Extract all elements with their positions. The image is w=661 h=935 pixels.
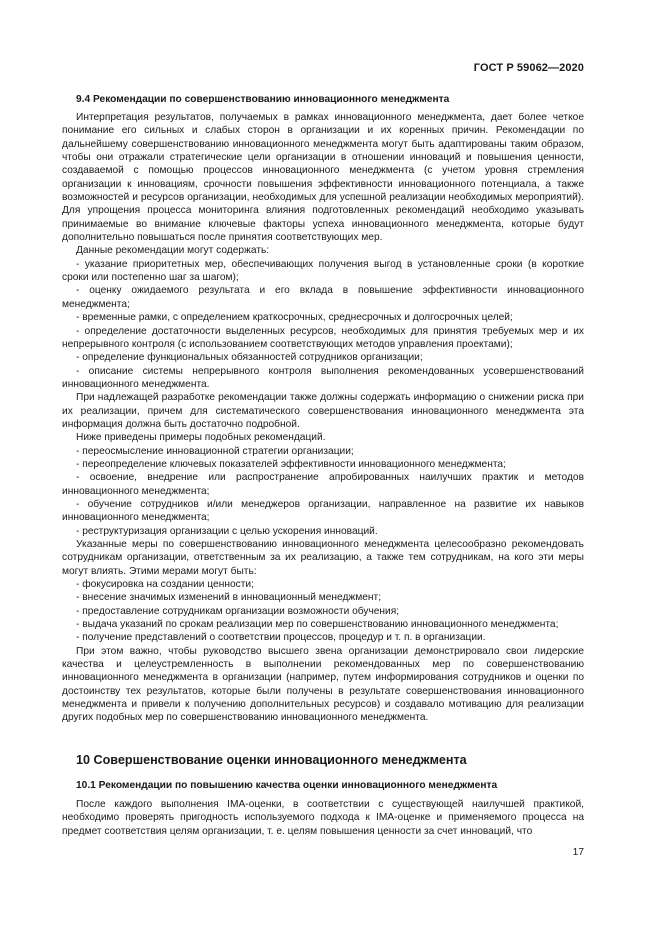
standard-code: ГОСТ Р 59062—2020: [473, 62, 584, 74]
list-item: - предоставление сотрудникам организации возможности обучения;: [76, 605, 400, 617]
list-item: - переосмысление инновационной стратегии организации;: [76, 445, 354, 457]
list-item: - выдача указаний по срокам реализации мер по совершенствованию инновационного менеджмента;: [76, 619, 559, 631]
section-10-1-body: [62, 798, 584, 838]
list-item: - определение функциональных обязанностей сотрудников организации;: [76, 352, 423, 364]
paragraph: После каждого выполнения IMA-оценки, в соответствии с существующей наилучшей практикой, необходимо проверять пригодность используемого подхода к IMA-оценке и применяемого процесса на предмет соответствия целям организации, т. е. целям повышения ценности за счет инноваций, что: [62, 799, 584, 837]
list-item: - реструктуризация организации с целью ускорения инноваций.: [76, 525, 378, 537]
page-number: 17: [572, 847, 584, 858]
list-item: - внесение значимых изменений в инновационный менеджмент;: [76, 592, 382, 604]
paragraph: При этом важно, чтобы руководство высшего звена организации демонстрировало свои лидерские качества и целеустремленность в выполнении рекомендованных мер по совершенствованию инновационного менеджмента в организации (например, путем информирования сотрудников и оценки по достоинству тех результатов, которые были получены в результате совершенствования инновационного менеджмента и привели к получению дополнительных ресурсов) и создавало мотивацию для реализации других подобных мер по совершенствованию инновационного менеджмента.: [62, 645, 584, 724]
list-item: - обучение сотрудников и/или менеджеров организации, направленное на развитие их навыков инновационного менеджмента;: [62, 498, 584, 524]
paragraph: Интерпретация результатов, получаемых в рамках инновационного менеджмента, дает более четкое понимание его сильных и слабых сторон в организации и их коренных причин. Рекомендации по дальнейшему совершенствованию инновационного менеджмента могут быть адаптированы таким образом, чтобы они отражали стратегические цели организации в отношении инноваций и повышения ценности, создаваемой с помощью процессов инновационного менеджмента (с учетом уровня стремления организации к инновациям, срочности повышения эффективности инновационного потенциала, а также возможностей и ресурсов организации, необходимых для успешной реализации необходимых мероприятий). Для упрощения процесса мониторинга влияния подготовленных рекомендаций необходимо указывать принимаемые во внимание ключевые факторы успеха инновационного менеджмента, которые будут дополнительно повышаться после принятия соответствующих мер.: [62, 112, 584, 244]
section-9-4-body: [62, 111, 584, 725]
list-item: - указание приоритетных мер, обеспечивающих получения выгод в установленные сроки (в короткие сроки или постепенно шаг за шагом);: [62, 258, 584, 284]
paragraph: Данные рекомендации могут содержать:: [76, 245, 270, 257]
list-item: - определение достаточности выделенных ресурсов, необходимых для принятия требуемых мер и их непрерывного контроля (с использованием соответствующих методов управления проектами);: [62, 325, 584, 350]
list-item: - описание системы непрерывного контроля выполнения рекомендованных усовершенствований инновационного менеджмента.: [62, 365, 584, 390]
section-9-4-heading: 9.4 Рекомендации по совершенствованию инновационного менеджмента: [76, 94, 450, 105]
list-item: - временные рамки, с определением краткосрочных, среднесрочных и долгосрочных целей;: [76, 312, 513, 324]
list-item: - получение представлений о соответствии процессов, процедур и т. п. в организации.: [76, 632, 486, 644]
list-item: - освоение, внедрение или распространение апробированных наилучших практик и методов инновационного менеджмента;: [62, 472, 584, 497]
section-10-1-heading: 10.1 Рекомендации по повышению качества оценки инновационного менеджмента: [76, 780, 498, 791]
list-item: - фокусировка на создании ценности;: [76, 579, 254, 591]
section-10-heading: 10 Совершенствование оценки инновационного менеджмента: [76, 753, 467, 767]
list-item: - оценку ожидаемого результата и его вклада в повышение эффективности инновационного менеджмента;: [62, 285, 584, 310]
paragraph: Указанные меры по совершенствованию инновационного менеджмента целесообразно рекомендовать сотрудникам организации, ответственным за их реализацию, а также тем сотрудникам, на кого эти меры могут влиять. Этими мерами могут быть:: [62, 539, 584, 577]
paragraph: При надлежащей разработке рекомендации также должны содержать информацию о снижении риска при их реализации, причем для систематического совершенствования инновационного менеджмента эта информация должна быть достаточно подробной.: [62, 392, 584, 430]
list-item: - переопределение ключевых показателей эффективности инновационного менеджмента;: [76, 458, 506, 470]
paragraph: Ниже приведены примеры подобных рекомендаций.: [76, 432, 326, 444]
